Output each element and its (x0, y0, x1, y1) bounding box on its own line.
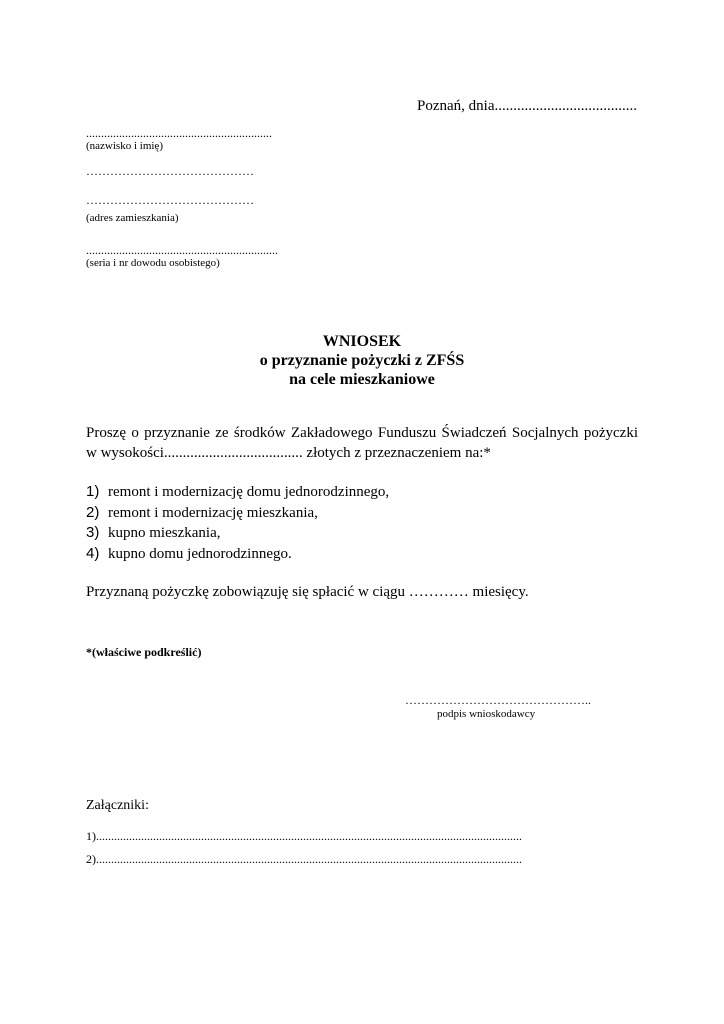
id-dots: ................................................................ (86, 243, 278, 257)
title-line-1: WNIOSEK (322, 333, 402, 350)
request-paragraph (86, 423, 638, 463)
request-line-1: Proszę o przyznanie ze środków Zakładowego Funduszu Świadczeń Socjalnych pożyczki (86, 425, 638, 441)
signature-dots: ……………………………………….. (405, 693, 591, 707)
footnote: *(właściwe podkreślić) (86, 645, 202, 659)
name-caption: (nazwisko i imię) (86, 140, 163, 152)
title-line-3: na cele mieszkaniowe (289, 371, 435, 388)
attachments-label: Załączniki: (86, 798, 149, 813)
document-title (0, 332, 724, 389)
list-item: 4) kupno domu jednorodzinnego. (86, 544, 292, 562)
name-dots: .............................................................. (86, 126, 272, 140)
list-item: 2) remont i modernizację mieszkania, (86, 503, 318, 521)
attachment-line-2: 2).............................................................................................................................................. (86, 852, 522, 866)
id-caption: (seria i nr dowodu osobistego) (86, 257, 220, 269)
purpose-list (86, 482, 389, 564)
request-line-2: w wysokości..................................... złotych z przeznaczeniem na:* (86, 445, 491, 461)
list-item: 1) remont i modernizację domu jednorodzinnego, (86, 483, 390, 500)
list-item: 3) kupno mieszkania, (86, 524, 221, 541)
signature-caption: podpis wnioskodawcy (437, 708, 536, 720)
address-line-1: …………………………………… (86, 164, 254, 178)
place-date: Poznań, dnia...................................... (417, 98, 637, 114)
title-line-2: o przyznanie pożyczki z ZFŚS (259, 352, 465, 369)
attachment-line-1: 1).............................................................................................................................................. (86, 829, 522, 843)
address-line-2: …………………………………… (86, 193, 254, 207)
address-caption: (adres zamieszkania) (86, 212, 179, 224)
repayment-statement: Przyznaną pożyczkę zobowiązuję się spłacić w ciągu ………… miesięcy. (86, 584, 529, 600)
